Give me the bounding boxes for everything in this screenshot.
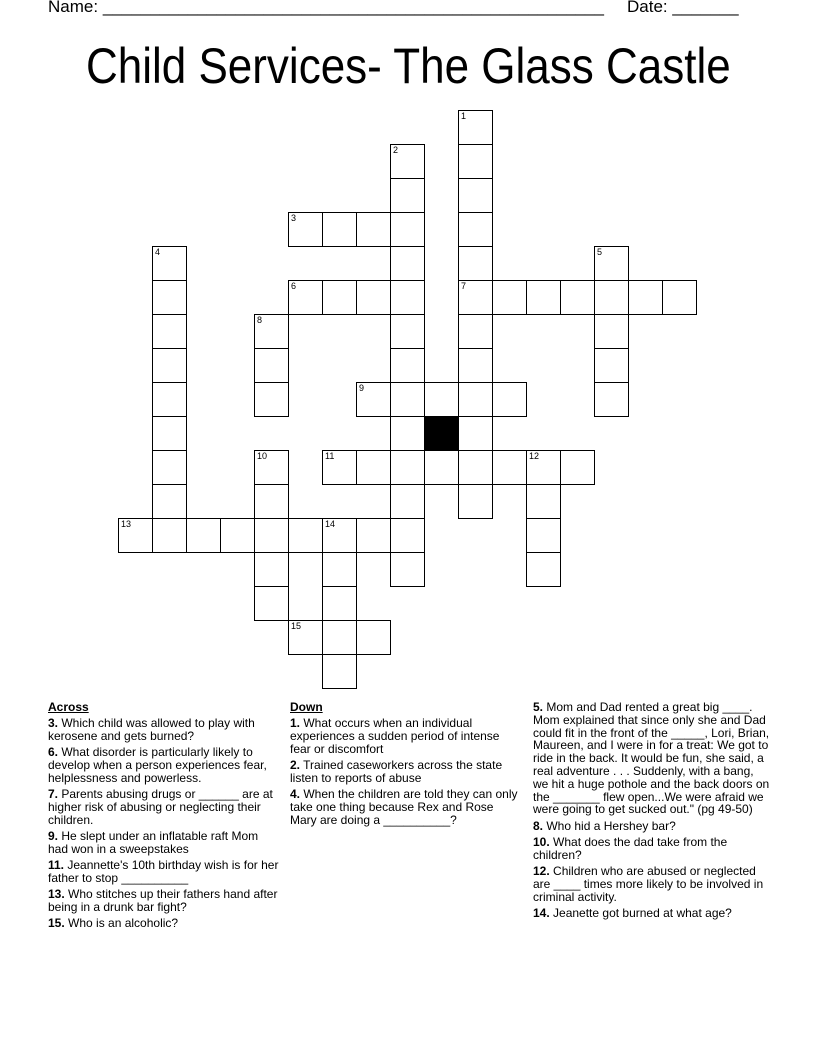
grid-cell <box>594 314 629 349</box>
clue-text: Who is an alcoholic? <box>68 916 179 931</box>
clue-number: 14. <box>533 905 550 920</box>
cell-number: 11 <box>325 451 335 461</box>
date-label: Date: <box>627 0 668 16</box>
cell-number: 15 <box>291 621 302 631</box>
grid-cell <box>594 280 629 315</box>
clue-down-8 <box>533 820 771 833</box>
grid-cell <box>390 212 425 247</box>
grid-cell <box>458 382 493 417</box>
grid-cell <box>152 348 187 383</box>
grid-cell <box>254 518 289 553</box>
clue-text: Parents abusing drugs or ______ are at higher risk of abusing or neglecting their children. <box>48 786 273 827</box>
cell-number: 12 <box>529 451 540 461</box>
grid-cell <box>492 450 527 485</box>
cell-number: 2 <box>393 145 399 155</box>
grid-cell <box>424 450 459 485</box>
grid-cell <box>458 450 493 485</box>
grid-cell <box>254 552 289 587</box>
clue-number: 15. <box>48 916 65 931</box>
grid-cell <box>424 382 459 417</box>
clue-number: 10. <box>533 834 550 849</box>
grid-cell <box>458 110 493 145</box>
grid-cell <box>152 382 187 417</box>
down-heading: Down <box>290 700 323 714</box>
date-line: _______ <box>672 0 739 16</box>
grid-cell <box>322 586 357 621</box>
cell-number: 7 <box>461 281 467 291</box>
grid-cell <box>322 280 357 315</box>
grid-cell <box>458 246 493 281</box>
grid-cell <box>390 552 425 587</box>
grid-cell <box>662 280 697 315</box>
clue-text: What occurs when an individual experiences a sudden period of intense fear or discomfort <box>290 715 500 756</box>
grid-cell <box>390 348 425 383</box>
name-label: Name: <box>48 0 99 16</box>
clue-number: 5. <box>533 700 544 714</box>
grid-cell <box>186 518 221 553</box>
cell-number: 13 <box>121 519 132 529</box>
clue-number: 9. <box>48 828 59 843</box>
grid-cell <box>152 280 187 315</box>
clue-down-12 <box>533 865 771 903</box>
clue-text: Which child was allowed to play with kerosene and gets burned? <box>48 715 255 743</box>
grid-cell <box>390 246 425 281</box>
grid-cell <box>118 518 153 553</box>
clue-across-6 <box>48 746 280 784</box>
grid-cell <box>322 654 357 689</box>
grid-cell <box>458 280 493 315</box>
clue-across-13 <box>48 888 280 914</box>
clue-across-11 <box>48 859 280 885</box>
clue-number: 8. <box>533 818 544 833</box>
clue-text: Trained caseworkers across the state listen to reports of abuse <box>290 757 503 785</box>
grid-cell <box>628 280 663 315</box>
page-title <box>0 38 816 94</box>
grid-cell <box>356 382 391 417</box>
clue-down-14 <box>533 907 771 920</box>
clue-text: Mom and Dad rented a great big ____. Mom explained that since only she and Dad could fit in the front of the _____, Lori, Brian, Maureen, and I were in for a treat: We got to ride in the back. It would be fun, she said, a real adventure . . . Suddenly, with a bang, we hit a huge pothole and the back doors on the _______ flew open...We were afraid we were going to get sucked out." (pg 49-50) <box>533 700 770 817</box>
grid-cell <box>458 484 493 519</box>
cell-number: 9 <box>359 383 365 393</box>
grid-cell <box>254 314 289 349</box>
grid-cell <box>390 382 425 417</box>
clue-number: 12. <box>533 864 550 879</box>
clue-text: What does the dad take from the children? <box>533 834 728 862</box>
grid-cell <box>594 246 629 281</box>
cell-number: 6 <box>291 281 297 291</box>
grid-cell <box>254 348 289 383</box>
grid-cell <box>526 518 561 553</box>
date-field <box>627 0 739 18</box>
crossword-grid <box>118 110 697 689</box>
grid-cell <box>390 484 425 519</box>
grid-cell <box>492 280 527 315</box>
grid-cell <box>458 144 493 179</box>
grid-cell <box>390 144 425 179</box>
grid-cell <box>526 450 561 485</box>
grid-cell <box>526 552 561 587</box>
clue-text: Jeannette's 10th birthday wish is for her father to stop __________ <box>48 857 279 885</box>
grid-cell <box>322 552 357 587</box>
grid-cell <box>390 314 425 349</box>
grid-cell <box>356 280 391 315</box>
cell-number: 1 <box>461 111 467 121</box>
grid-cell <box>492 382 527 417</box>
grid-cell <box>594 348 629 383</box>
clue-text: Children who are abused or neglected are ____ times more likely to be involved in criminal activity. <box>533 864 764 904</box>
page-title-text: Child Services- The Glass Castle <box>85 38 731 94</box>
grid-cell <box>288 280 323 315</box>
grid-cell <box>356 212 391 247</box>
cell-number: 5 <box>597 247 603 257</box>
grid-cell <box>390 450 425 485</box>
grid-cell <box>526 280 561 315</box>
clue-number: 3. <box>48 715 59 730</box>
clue-text: Who hid a Hershey bar? <box>546 818 676 833</box>
grid-cell <box>458 212 493 247</box>
grid-cell <box>152 518 187 553</box>
name-line: _____________________________________________________ <box>102 0 604 16</box>
grid-cell <box>254 450 289 485</box>
grid-cell <box>288 212 323 247</box>
clue-text: When the children are told they can only take one thing because Rex and Rose Mary are doing a __________? <box>290 786 518 827</box>
down-clues <box>290 701 522 830</box>
clue-number: 7. <box>48 786 59 801</box>
cell-number: 8 <box>257 315 263 325</box>
grid-cell <box>322 450 357 485</box>
clue-number: 13. <box>48 887 65 902</box>
clue-text: He slept under an inflatable raft Mom had won in a sweepstakes <box>48 828 259 856</box>
grid-cell <box>356 620 391 655</box>
clue-number: 6. <box>48 745 59 760</box>
grid-cell <box>288 620 323 655</box>
grid-cell <box>390 416 425 451</box>
grid-cell <box>390 518 425 553</box>
clue-number: 1. <box>290 715 301 730</box>
clue-down-2 <box>290 759 522 785</box>
cell-number: 3 <box>291 213 297 223</box>
clue-down-1 <box>290 717 522 755</box>
down-clues-continued <box>533 701 771 923</box>
grid-cell <box>322 620 357 655</box>
clue-down-10 <box>533 836 771 862</box>
grid-cell <box>152 246 187 281</box>
grid-cell <box>152 450 187 485</box>
grid-cell <box>322 518 357 553</box>
clue-number: 11. <box>48 857 65 872</box>
name-field <box>48 0 604 18</box>
grid-cell <box>458 314 493 349</box>
black-cell <box>424 416 459 451</box>
clue-across-15 <box>48 917 280 930</box>
clue-number: 4. <box>290 786 301 801</box>
grid-cell <box>152 416 187 451</box>
across-heading: Across <box>48 700 89 714</box>
grid-cell <box>390 178 425 213</box>
grid-cell <box>152 484 187 519</box>
clue-across-7 <box>48 788 280 826</box>
grid-cell <box>526 484 561 519</box>
cell-number: 10 <box>257 451 268 461</box>
clue-down-5 <box>533 701 771 816</box>
grid-cell <box>288 518 323 553</box>
clue-across-3 <box>48 717 280 743</box>
clue-down-4 <box>290 788 522 826</box>
grid-cell <box>254 382 289 417</box>
grid-cell <box>356 518 391 553</box>
grid-cell <box>390 280 425 315</box>
clue-number: 2. <box>290 757 301 772</box>
clue-across-9 <box>48 830 280 856</box>
cell-number: 14 <box>325 519 336 529</box>
grid-cell <box>254 586 289 621</box>
grid-cell <box>560 280 595 315</box>
grid-cell <box>254 484 289 519</box>
grid-cell <box>152 314 187 349</box>
grid-cell <box>458 178 493 213</box>
grid-cell <box>458 348 493 383</box>
grid-cell <box>322 212 357 247</box>
clue-text: Who stitches up their fathers hand after being in a drunk bar fight? <box>48 887 278 914</box>
grid-cell <box>220 518 255 553</box>
grid-cell <box>356 450 391 485</box>
across-clues <box>48 701 280 933</box>
grid-cell <box>594 382 629 417</box>
clue-text: What disorder is particularly likely to develop when a person experiences fear, helplessness and powerless. <box>48 745 267 785</box>
grid-cell <box>458 416 493 451</box>
grid-cell <box>560 450 595 485</box>
clue-text: Jeanette got burned at what age? <box>553 905 732 920</box>
cell-number: 4 <box>155 247 161 257</box>
